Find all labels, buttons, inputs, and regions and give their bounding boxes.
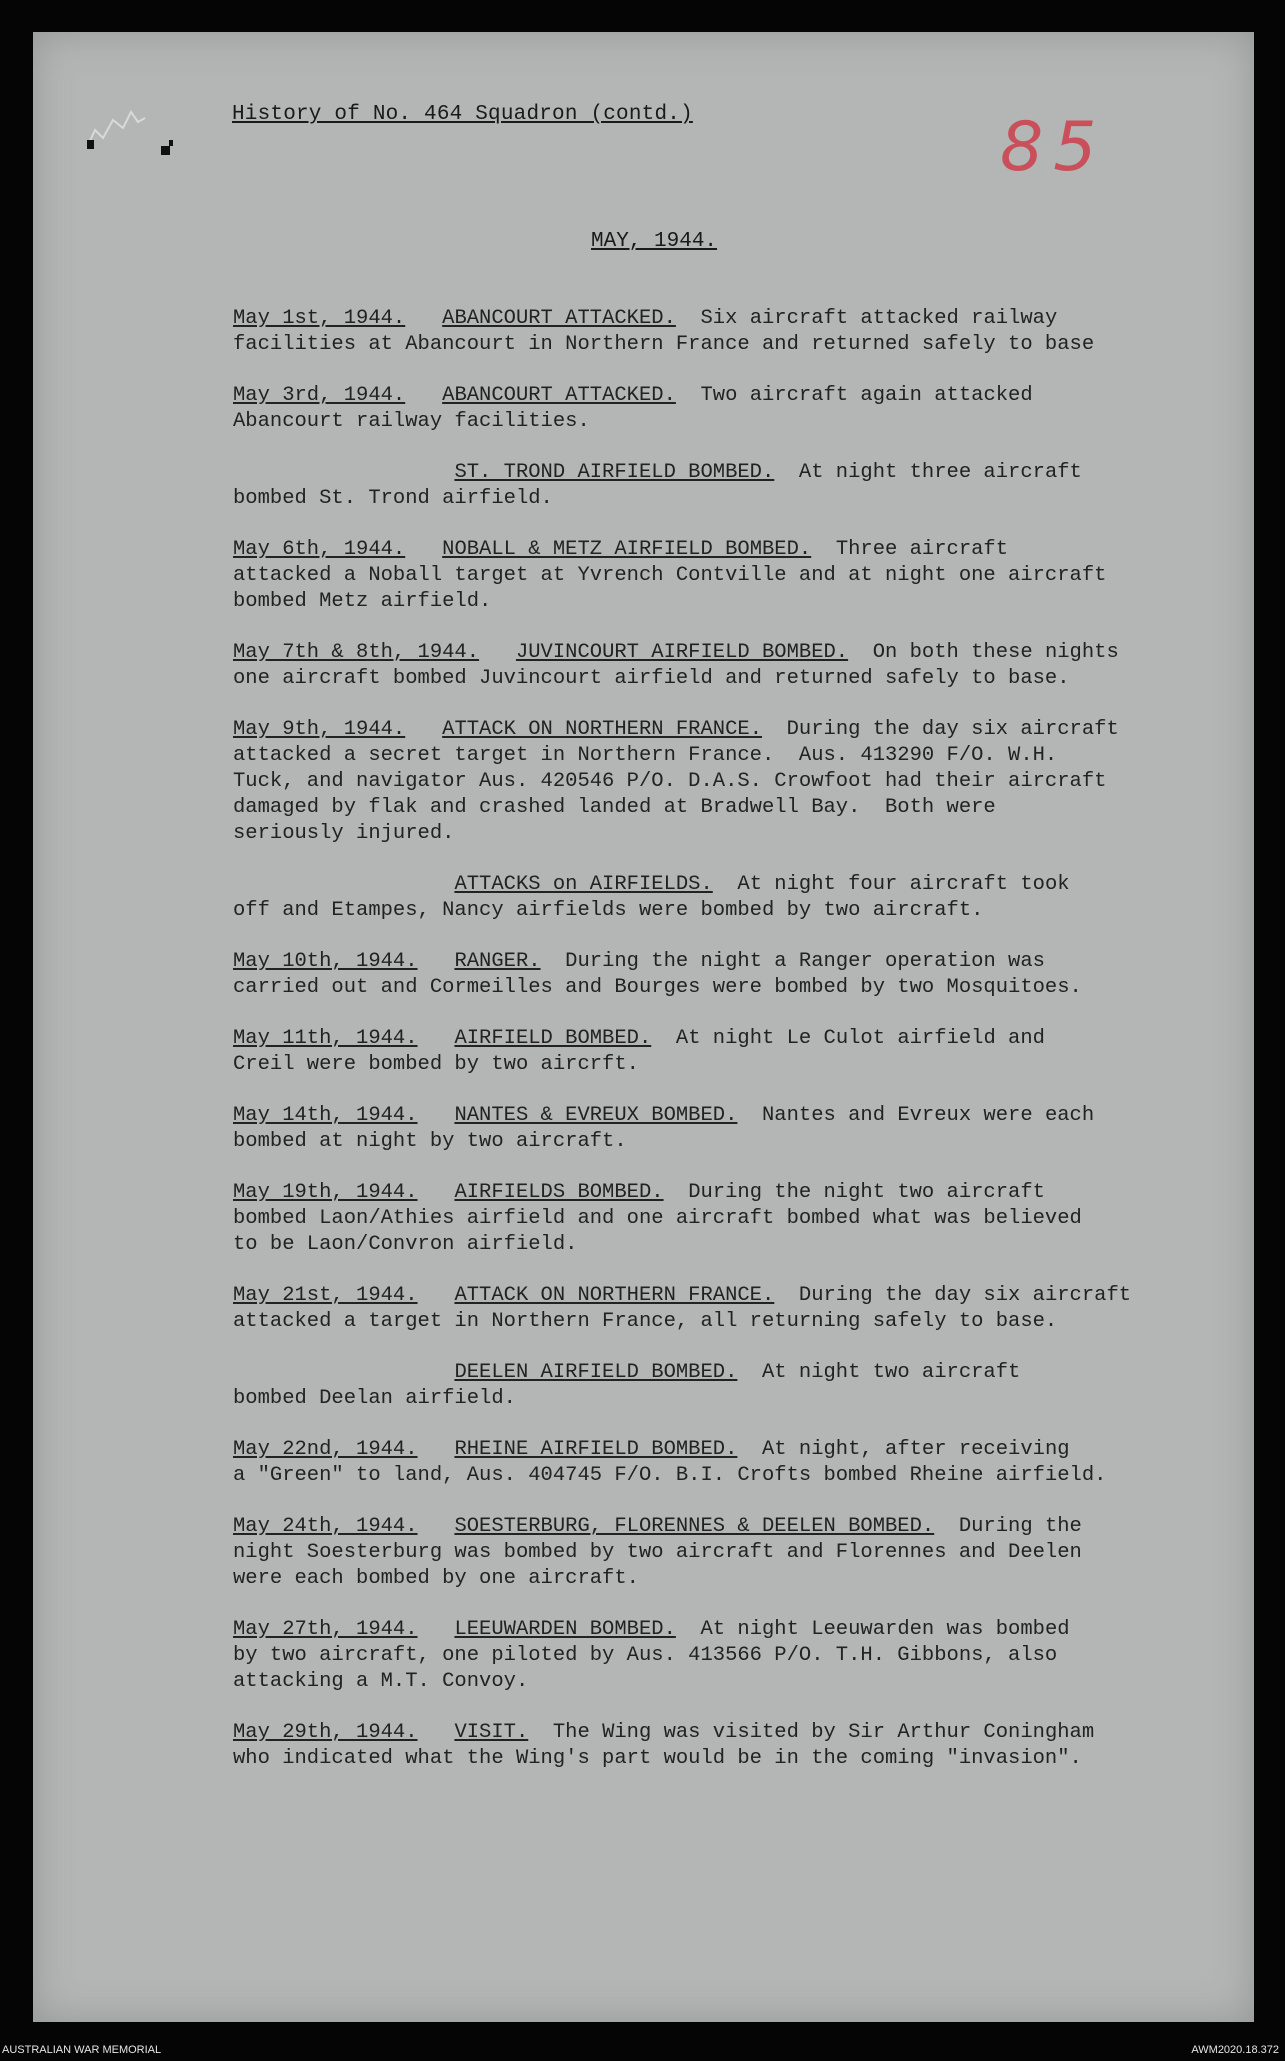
entry-text: Nantes and Evreux were each bombed at night by two aircraft. [233, 1104, 1095, 1153]
entry-text: During the day six aircraft attacked a target in Northern France, all returning safely to base. [233, 1284, 1132, 1333]
footer-accession-number: AWM2020.18.372 [1191, 2044, 1279, 2056]
entry-text: At night Leeuwarden was bombed by two aircraft, one piloted by Aus. 413566 P/O. T.H. Gibbons, also attacking a M.T. Convoy. [233, 1618, 1070, 1693]
entry [233, 383, 1213, 435]
entry [233, 1514, 1213, 1592]
handwritten-page-number: 85 [1000, 108, 1107, 187]
entry-title: JUVINCOURT AIRFIELD BOMBED. [515, 641, 849, 664]
entry-title: LEEUWARDEN BOMBED. [454, 1618, 676, 1641]
entry-date: May 6th, 1944. [233, 538, 406, 561]
entry [233, 460, 1213, 512]
entry-text: The Wing was visited by Sir Arthur Coningham who indicated what the Wing's part would be in the coming "invasion". [233, 1721, 1095, 1770]
entry-text: At night, after receiving a "Green" to land, Aus. 404745 F/O. B.I. Crofts bombed Rheine airfield. [233, 1438, 1107, 1487]
entry-text: Six aircraft attacked railway facilities at Abancourt in Northern France and returned safely to base [233, 307, 1095, 356]
entry-date: May 10th, 1944. [233, 950, 418, 973]
entry-title: NOBALL & METZ AIRFIELD BOMBED. [442, 538, 812, 561]
entry-date: May 27th, 1944. [233, 1618, 418, 1641]
entry-text: At night two aircraft bombed Deelan airfield. [233, 1361, 1021, 1410]
entry [233, 640, 1213, 692]
entry [233, 1720, 1213, 1772]
torn-corner-mark [83, 100, 173, 170]
entry [233, 1617, 1213, 1695]
entry-text: During the day six aircraft attacked a secret target in Northern France. Aus. 413290 F/O. W.H. Tuck, and navigator Aus. 420546 P/O. D.A.S. Crowfoot had their aircraft damaged by flak and crashed landed at Bradwell Bay. Both were seriously injured. [233, 718, 1119, 845]
entry-list [233, 306, 1213, 1797]
entry-date: May 24th, 1944. [233, 1515, 418, 1538]
entry-title: ATTACK ON NORTHERN FRANCE. [442, 718, 762, 741]
entry-title: RHEINE AIRFIELD BOMBED. [454, 1438, 738, 1461]
entry-text: During the night Soesterburg was bombed by two aircraft and Florennes and Deelen were each bombed by one aircraft. [233, 1515, 1082, 1590]
entry-text: During the night two aircraft bombed Laon/Athies airfield and one aircraft bombed what was believed to be Laon/Convron airfield. [233, 1181, 1082, 1256]
entry-title: ABANCOURT ATTACKED. [442, 307, 676, 330]
entry-title: RANGER. [454, 950, 541, 973]
entry [233, 1103, 1213, 1155]
entry-date: May 9th, 1944. [233, 718, 406, 741]
entry-title: ATTACKS on AIRFIELDS. [454, 873, 713, 896]
entry-text: At night four aircraft took off and Etampes, Nancy airfields were bombed by two aircraft. [233, 873, 1070, 922]
entry-title: AIRFIELDS BOMBED. [454, 1181, 664, 1204]
month-heading: MAY, 1944. [591, 230, 718, 253]
entry-title: ST. TROND AIRFIELD BOMBED. [454, 461, 775, 484]
entry [233, 1437, 1213, 1489]
entry-date: May 22nd, 1944. [233, 1438, 418, 1461]
entry [233, 1283, 1213, 1335]
document-header: History of No. 464 Squadron (contd.) [232, 103, 693, 126]
entry-date: May 7th & 8th, 1944. [233, 641, 480, 664]
entry [233, 949, 1213, 1001]
entry-text: On both these nights one aircraft bombed Juvincourt airfield and returned safely to base. [233, 641, 1119, 690]
entry-date: May 19th, 1944. [233, 1181, 418, 1204]
entry-text: During the night a Ranger operation was carried out and Cormeilles and Bourges were bombed by two Mosquitoes. [233, 950, 1082, 999]
footer-credit: AUSTRALIAN WAR MEMORIAL [2, 2044, 162, 2056]
entry [233, 306, 1213, 358]
entry-date: May 14th, 1944. [233, 1104, 418, 1127]
entry-title: DEELEN AIRFIELD BOMBED. [454, 1361, 738, 1384]
entry-text: At night three aircraft bombed St. Trond airfield. [233, 461, 1082, 510]
entry-date: May 11th, 1944. [233, 1027, 418, 1050]
entry-title: ABANCOURT ATTACKED. [442, 384, 676, 407]
entry-date: May 1st, 1944. [233, 307, 406, 330]
entry [233, 1026, 1213, 1078]
entry [233, 1180, 1213, 1258]
entry-title: ATTACK ON NORTHERN FRANCE. [454, 1284, 775, 1307]
entry-title: AIRFIELD BOMBED. [454, 1027, 652, 1050]
entry-date: May 21st, 1944. [233, 1284, 418, 1307]
entry-title: NANTES & EVREUX BOMBED. [454, 1104, 738, 1127]
entry-text: At night Le Culot airfield and Creil were bombed by two aircrft. [233, 1027, 1045, 1076]
entry-text: Two aircraft again attacked Abancourt railway facilities. [233, 384, 1033, 433]
entry [233, 717, 1213, 847]
entry-text: Three aircraft attacked a Noball target at Yvrench Contville and at night one aircraft bombed Metz airfield. [233, 538, 1107, 613]
entry [233, 537, 1213, 615]
entry-date: May 29th, 1944. [233, 1721, 418, 1744]
entry [233, 1360, 1213, 1412]
entry [233, 872, 1213, 924]
entry-date: May 3rd, 1944. [233, 384, 406, 407]
entry-title: SOESTERBURG, FLORENNES & DEELEN BOMBED. [454, 1515, 935, 1538]
entry-title: VISIT. [454, 1721, 529, 1744]
